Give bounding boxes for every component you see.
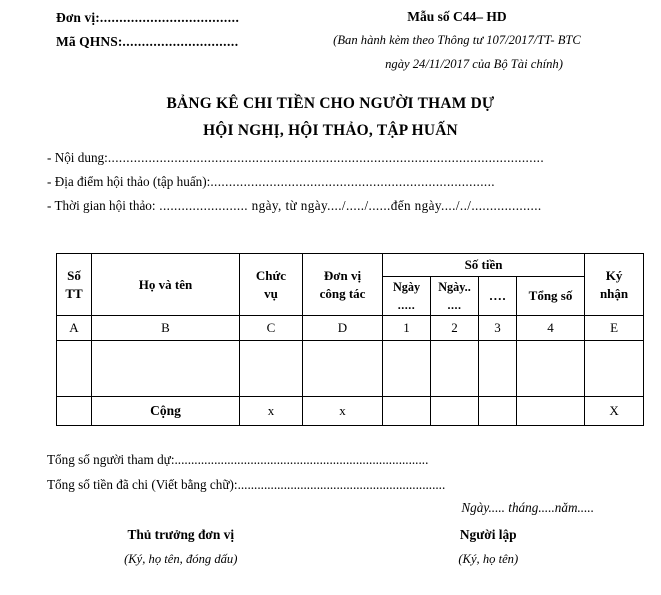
time-dots[interactable]: ........................ ngày, từ ngày..../...../......đến ngày..../../................... xyxy=(155,198,542,213)
data-cell[interactable] xyxy=(57,341,92,397)
header-stt xyxy=(57,254,92,316)
unit-info-block xyxy=(56,6,286,54)
header-position xyxy=(240,254,303,316)
header-fullname: Họ và tên xyxy=(92,254,240,316)
header-work-unit-line1: Đơn vị xyxy=(323,267,362,283)
content-label: - Nội dung: xyxy=(47,150,108,165)
total-day-3-cell[interactable] xyxy=(479,397,517,426)
header-stt-line1: Số xyxy=(67,267,81,283)
header-signature-line2: nhận xyxy=(599,285,629,301)
total-sum-cell[interactable] xyxy=(517,397,585,426)
table-header-row-1 xyxy=(57,254,644,277)
amount-in-words-dots[interactable]: ............................................................... xyxy=(237,477,446,492)
signature-head-note: (Ký, họ tên, đóng dấu) xyxy=(124,552,238,566)
signature-preparer-note: (Ký, họ tên) xyxy=(458,552,519,566)
budget-code-label: Mã QHNS: xyxy=(56,34,123,49)
header-position-line2: vụ xyxy=(264,285,278,301)
attendees-label: Tổng số người tham dự: xyxy=(47,452,175,467)
amount-in-words-label: Tổng số tiền đã chi (Viết bằng chữ): xyxy=(47,477,238,492)
letter-cell: D xyxy=(303,316,383,341)
title-line-2: HỘI NGHỊ, HỘI THẢO, TẬP HUẤN xyxy=(203,122,458,139)
letter-cell: E xyxy=(585,316,644,341)
data-cell[interactable] xyxy=(303,341,383,397)
header-position-line1: Chức xyxy=(255,267,287,283)
venue-dots[interactable]: ............................................................................. xyxy=(210,174,496,189)
total-signature-cell: X xyxy=(585,397,644,426)
header-signature xyxy=(585,254,644,316)
time-label: - Thời gian hội thảo: xyxy=(47,198,156,213)
letter-cell: 2 xyxy=(431,316,479,341)
budget-code-dots: .............................. xyxy=(122,34,239,49)
data-cell[interactable] xyxy=(92,341,240,397)
summary-fields xyxy=(47,447,622,497)
signature-head-of-unit xyxy=(47,522,325,571)
unit-label: Đơn vị: xyxy=(56,10,100,25)
header-day-2 xyxy=(431,277,479,316)
expense-table-wrapper xyxy=(56,253,629,426)
letter-cell: C xyxy=(240,316,303,341)
data-cell[interactable] xyxy=(585,341,644,397)
signature-preparer-title: Người lập xyxy=(459,527,517,542)
table-row xyxy=(57,341,644,397)
data-cell[interactable] xyxy=(383,341,431,397)
page-title xyxy=(0,90,661,144)
amount-in-words-field xyxy=(47,472,622,497)
header-day-1 xyxy=(383,277,431,316)
form-reference-line-2: ngày 24/11/2017 của Bộ Tài chính) xyxy=(385,57,563,71)
header-amount-group: Số tiền xyxy=(383,254,585,277)
letter-cell: 4 xyxy=(517,316,585,341)
unit-line xyxy=(56,6,286,30)
unit-dots: .................................... xyxy=(99,10,240,25)
content-field xyxy=(47,146,622,170)
venue-field xyxy=(47,170,622,194)
date-line: Ngày..... tháng.....năm..... xyxy=(461,500,594,515)
letter-cell: A xyxy=(57,316,92,341)
header-day-1-label: Ngày xyxy=(392,280,421,294)
attendees-field xyxy=(47,447,622,472)
expense-table xyxy=(56,253,644,426)
header-work-unit xyxy=(303,254,383,316)
letter-cell: B xyxy=(92,316,240,341)
total-day-2-cell[interactable] xyxy=(431,397,479,426)
letter-cell: 3 xyxy=(479,316,517,341)
total-work-unit-cell: x xyxy=(303,397,383,426)
form-reference-line-1: (Ban hành kèm theo Thông tư 107/2017/TT- BTC xyxy=(333,33,581,47)
total-day-1-cell[interactable] xyxy=(383,397,431,426)
table-letter-row xyxy=(57,316,644,341)
letter-cell: 1 xyxy=(383,316,431,341)
signature-block xyxy=(47,522,622,571)
data-cell[interactable] xyxy=(517,341,585,397)
title-line-1: BẢNG KÊ CHI TIỀN CHO NGƯỜI THAM DỰ xyxy=(166,95,495,112)
header-stt-line2: TT xyxy=(65,285,83,301)
total-position-cell: x xyxy=(240,397,303,426)
data-cell[interactable] xyxy=(431,341,479,397)
header-signature-line1: Ký xyxy=(605,267,623,283)
budget-code-line xyxy=(56,30,286,54)
header-day-2-dots: .... xyxy=(447,298,462,312)
header-day-1-dots: ..... xyxy=(397,298,416,312)
header-work-unit-line2: công tác xyxy=(319,285,366,301)
header-day-3: …. xyxy=(479,277,517,316)
header-day-2-label: Ngày.. xyxy=(438,280,471,294)
attendees-dots[interactable]: ............................................................................. xyxy=(174,452,429,467)
time-field xyxy=(47,194,622,218)
data-cell[interactable] xyxy=(479,341,517,397)
info-fields xyxy=(47,146,622,218)
data-cell[interactable] xyxy=(240,341,303,397)
signature-head-title: Thủ trưởng đơn vị xyxy=(127,527,235,542)
header-total: Tổng số xyxy=(517,277,585,316)
venue-label: - Địa điểm hội thảo (tập huấn): xyxy=(47,174,211,189)
document-header xyxy=(0,6,661,86)
form-code: Mẫu số C44– HD xyxy=(407,9,507,24)
total-label-cell: Cộng xyxy=(92,397,240,426)
table-total-row xyxy=(57,397,644,426)
total-stt-cell xyxy=(57,397,92,426)
form-code-block xyxy=(262,6,652,76)
content-dots[interactable]: ...................................................................................................................... xyxy=(107,150,545,165)
signature-preparer xyxy=(325,522,623,571)
